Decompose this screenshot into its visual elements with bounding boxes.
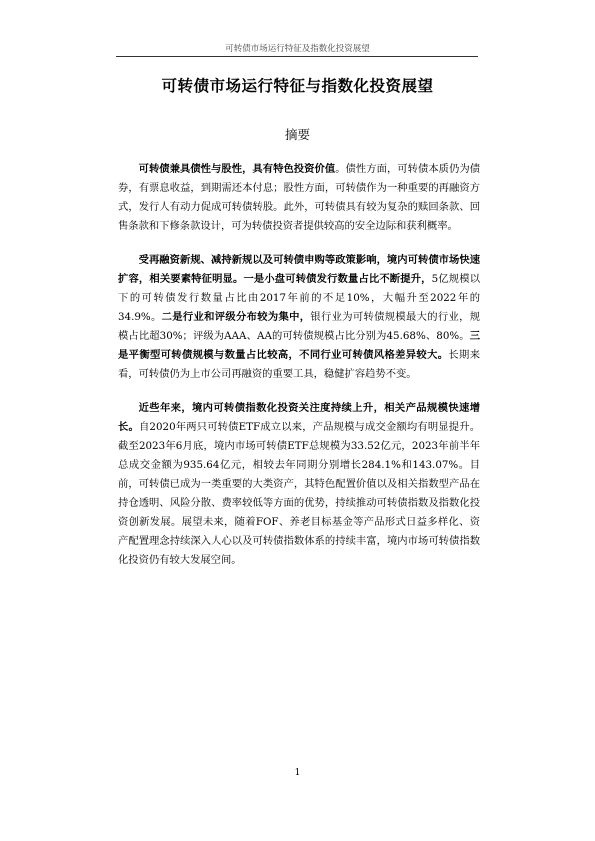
paragraph-3-text: 自2020年两只可转债ETF成立以来，产品规模与成交金额均有明显提升。截至2023年6月底，境内市场可转债ETF总规模为33.52亿元，2023年前半年总成交金额为935.64亿元，相较去年同期分别增长284.1%和143.07%。目前，可转债已成为一类重要的大类资产，其特色配置价值以及相关指数型产品在持仓透明、风险分散、费率较低等方面的优势，持续推动可转债指数及指数化投资创新发展。展望未来，随着FOF、养老目标基金等产品形式日益多样化、资产配置理念持续深入人心以及可转债指数体系的持续丰富，境内市场可转债指数化投资仍有较大发展空间。 [118, 421, 481, 566]
abstract-heading: 摘要 [284, 127, 310, 142]
paragraph-2-lead: 受再融资新规、减持新规以及可转债申购等政策影响，境内可转债市场快速扩容，相关要素特征明显。一是小盘可转债发行数量占比不断提升， [118, 254, 480, 285]
paragraph-2-text-a: 5亿规模以下的可转债发行数量占比由2017年前的不足10%，大幅升至2022年的34.9%。 [118, 273, 480, 323]
abstract-paragraph-3 [118, 399, 480, 570]
document-title: 可转债市场运行特征与指数化投资展望 [161, 77, 434, 95]
paragraph-2-text-c: 长期来看，可转债仍为上市公司再融资的重要工具，稳健扩容趋势不变。 [118, 349, 481, 380]
paragraph-1-text: 。债性方面，可转债本质仍为债券，有票息收益，到期需还本付息；股性方面，可转债作为一种重要的再融资方式，发行人有动力促成可转债转股。此外，可转债具有较为复杂的赎回条款、回售条款和下修条款设计，可为转债投资者提供较高的安全边际和获利概率。 [118, 163, 481, 232]
paragraph-2-point-2: 二是行业和评级分布较为集中， [161, 311, 311, 323]
abstract-body [118, 160, 480, 585]
running-header: 可转债市场运行特征及指数化投资展望 [225, 44, 370, 54]
paragraph-3-lead: 近些年来，境内可转债指数化投资关注度持续上升，相关产品规模快速增长。 [118, 402, 480, 433]
abstract-paragraph-1 [118, 160, 480, 236]
paragraph-1-lead: 可转债兼具债性与股性，具有特色投资价值 [138, 163, 336, 175]
page-number: 1 [294, 768, 301, 778]
abstract-paragraph-2 [118, 251, 480, 384]
paragraph-2-point-3: 三是平衡型可转债规模与数量占比较高，不同行业可转债风格差异较大。 [118, 330, 480, 361]
header-rule [116, 56, 478, 57]
paragraph-2-text-b: 银行业为可转债规模最大的行业，规模占比超30%；评级为AAA、AA的可转债规模占比分别为45.68%、80%。 [118, 311, 481, 342]
